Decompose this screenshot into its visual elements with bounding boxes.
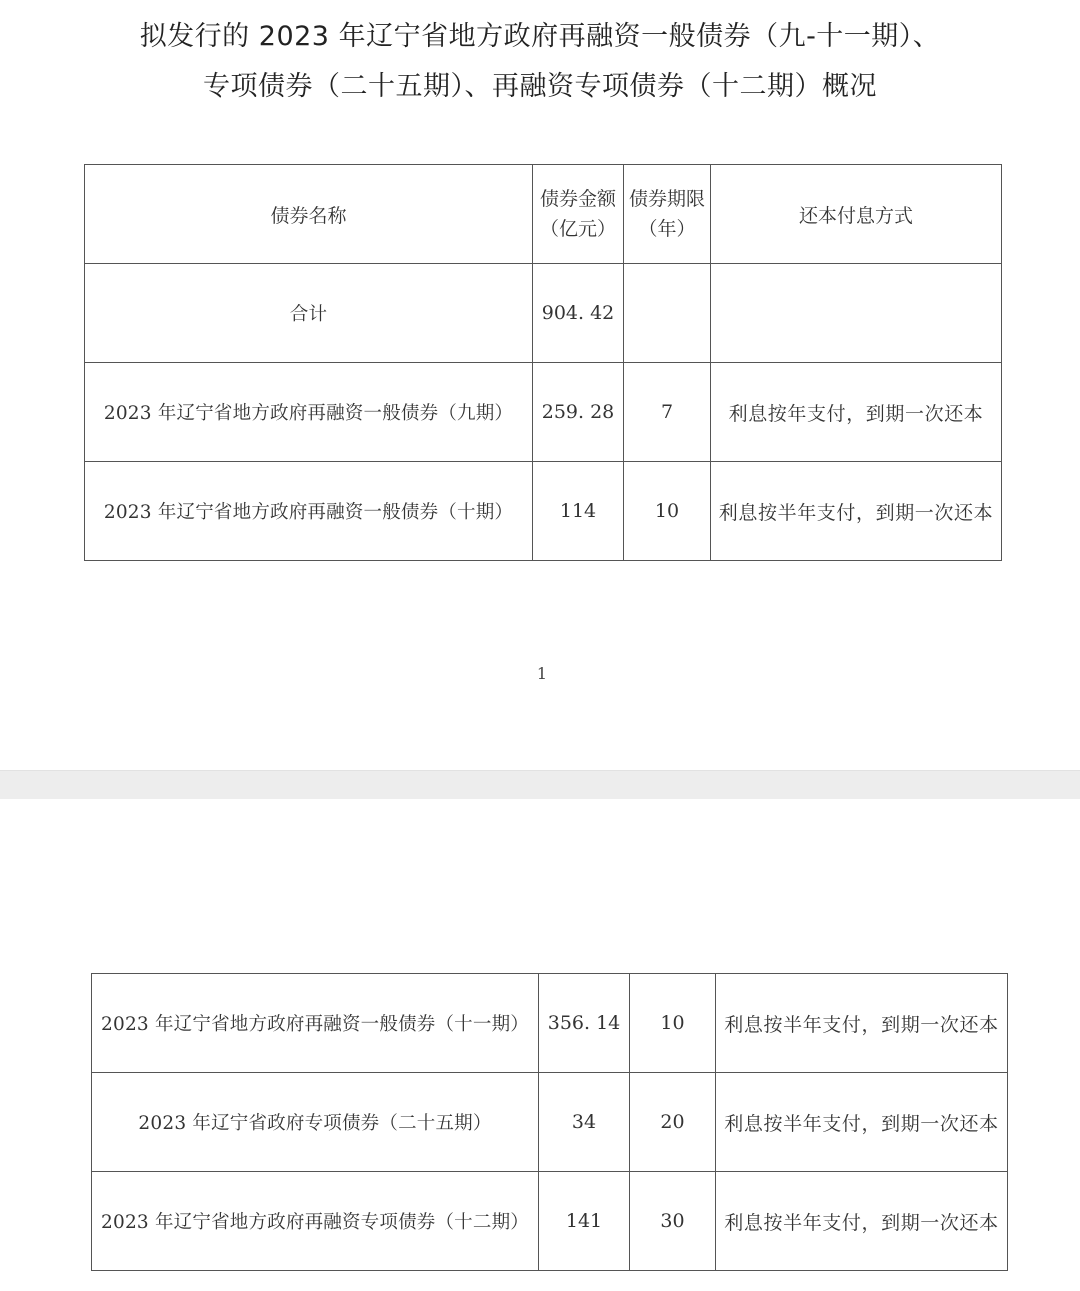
bond-name-cell: 2023 年辽宁省地方政府再融资一般债券（十一期） [92,974,539,1073]
bond-name-cell: 2023 年辽宁省地方政府再融资专项债券（十二期） [92,1172,539,1271]
header-bond-amount-label: 债券金额 [539,188,616,210]
bond-term-cell: 30 [630,1172,716,1271]
bond-amount-cell: 259. 28 [533,363,624,462]
bond-term-cell: 10 [624,462,711,561]
table-header-row [85,165,1002,264]
bond-term-cell: 10 [630,974,716,1073]
bond-name-cell: 2023 年辽宁省政府专项债券（二十五期） [92,1073,539,1172]
bond-name-cell: 2023 年辽宁省地方政府再融资一般债券（十期） [85,462,533,561]
bond-term-cell [624,264,711,363]
table-row [92,1172,1008,1271]
table-row [85,363,1002,462]
header-bond-term-unit: （年） [638,218,696,240]
bond-term-cell: 20 [630,1073,716,1172]
bond-amount-cell: 114 [533,462,624,561]
table-row [85,264,1002,363]
bond-overview-table-continued [91,973,1008,1271]
header-repayment-method: 还本付息方式 [711,165,1002,264]
header-bond-name: 债券名称 [85,165,533,264]
document-title-line-1: 拟发行的 2023 年辽宁省地方政府再融资一般债券（九-十一期）、 [139,21,941,52]
repayment-method-cell [711,264,1002,363]
repayment-method-cell: 利息按半年支付，到期一次还本 [716,1172,1008,1271]
bond-amount-cell: 904. 42 [533,264,624,363]
header-bond-amount [533,165,624,264]
repayment-method-cell: 利息按半年支付，到期一次还本 [716,1073,1008,1172]
table-row [92,1073,1008,1172]
header-bond-term [624,165,711,264]
bond-term-cell: 7 [624,363,711,462]
bond-amount-cell: 141 [539,1172,630,1271]
header-bond-amount-unit: （亿元） [539,218,616,240]
repayment-method-cell: 利息按年支付，到期一次还本 [711,363,1002,462]
document-title-line-2: 专项债券（二十五期）、再融资专项债券（十二期）概况 [203,71,877,102]
bond-name-cell: 2023 年辽宁省地方政府再融资一般债券（九期） [85,363,533,462]
header-bond-term-label: 债券期限 [628,188,705,210]
page-separator [0,770,1080,800]
bond-overview-table [84,164,1002,561]
bond-name-cell: 合计 [85,264,533,363]
bond-amount-cell: 34 [539,1073,630,1172]
bond-amount-cell: 356. 14 [539,974,630,1073]
page-number: 1 [536,664,548,683]
repayment-method-cell: 利息按半年支付，到期一次还本 [711,462,1002,561]
table-row [92,974,1008,1073]
repayment-method-cell: 利息按半年支付，到期一次还本 [716,974,1008,1073]
table-row [85,462,1002,561]
